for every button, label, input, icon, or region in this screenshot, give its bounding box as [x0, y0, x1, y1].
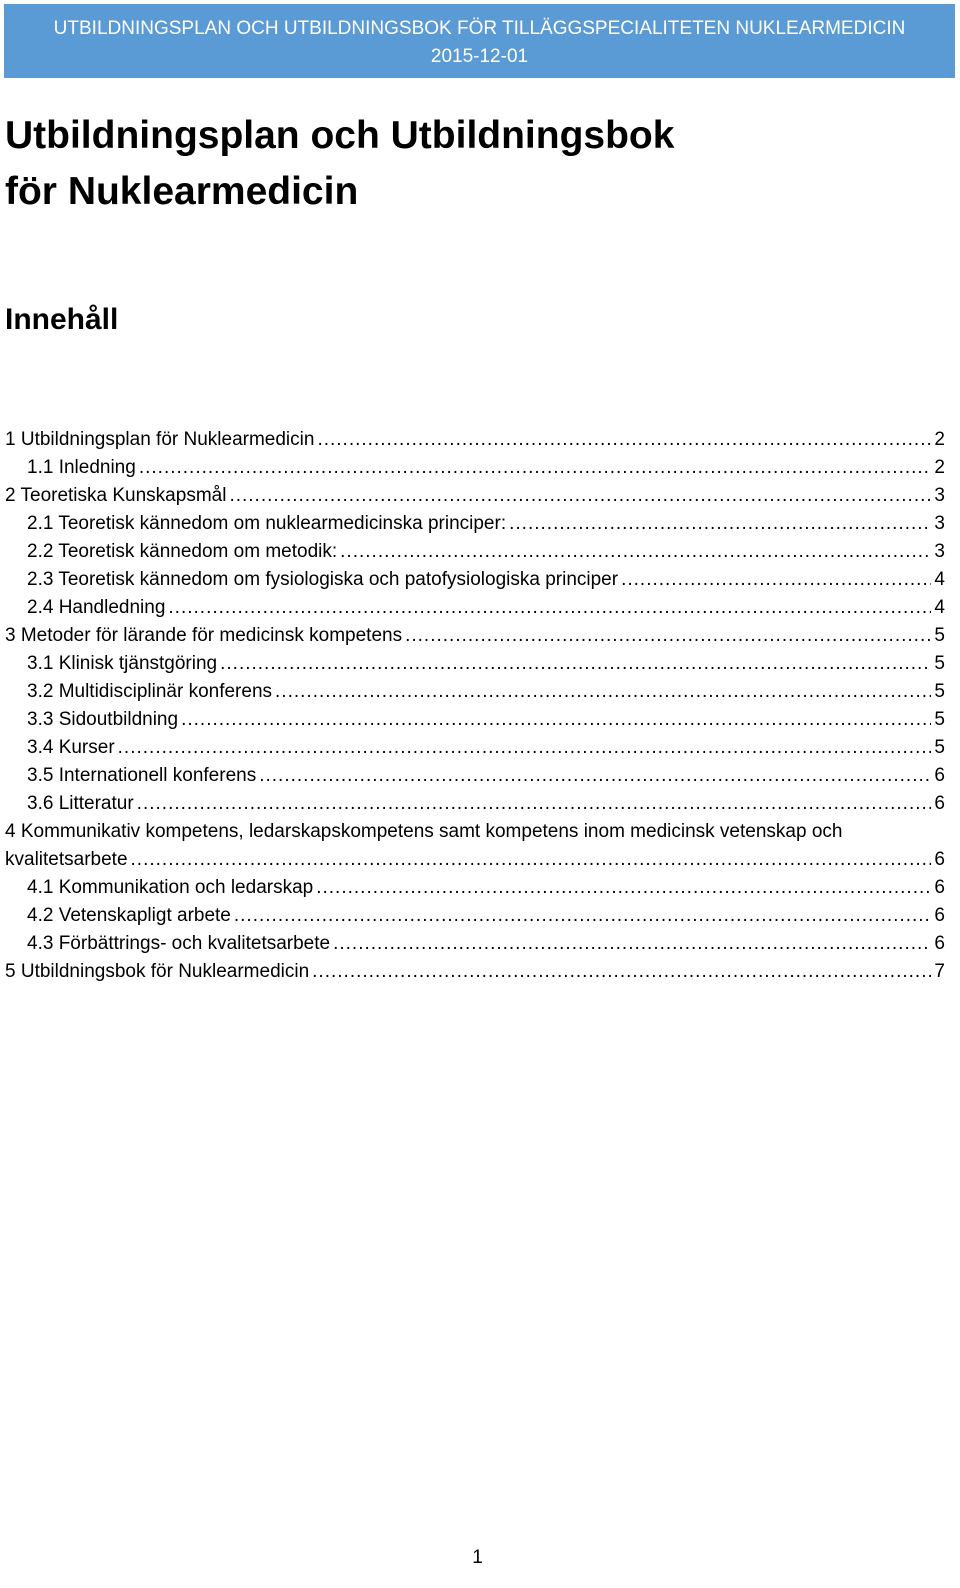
toc-entry-text: 2.4 Handledning — [27, 597, 166, 618]
dot-leader — [340, 538, 931, 566]
toc-entry[interactable] — [5, 706, 945, 734]
toc-entry[interactable] — [5, 762, 945, 790]
dot-leader — [405, 622, 931, 650]
dot-leader — [259, 762, 931, 790]
toc-entry-text: 3.6 Litteratur — [27, 793, 134, 814]
toc-entry[interactable] — [5, 958, 945, 986]
toc-entry-text: 5 Utbildningsbok för Nuklearmedicin — [5, 961, 310, 982]
dot-leader — [181, 706, 931, 734]
toc-page-number: 5 — [934, 681, 945, 702]
toc-entry-text: 1 Utbildningsplan för Nuklearmedicin — [5, 429, 315, 450]
toc-page-number: 6 — [934, 905, 945, 926]
toc-page-number: 6 — [934, 765, 945, 786]
dot-leader — [229, 482, 931, 510]
toc-page-number: 3 — [934, 513, 945, 534]
toc-entry-text-continued: kvalitetsarbete — [5, 849, 128, 870]
toc-entry-text: 3.3 Sidoutbildning — [27, 709, 179, 730]
dot-leader — [275, 678, 931, 706]
toc-entry[interactable] — [5, 678, 945, 706]
toc-entry[interactable] — [5, 510, 945, 538]
toc-page-number: 5 — [934, 737, 945, 758]
toc-entry-text: 2.1 Teoretisk kännedom om nuklearmedicinska principer: — [27, 513, 507, 534]
toc-entry-text: 2.3 Teoretisk kännedom om fysiologiska och patofysiologiska principer — [27, 569, 619, 590]
header-date: 2015-12-01 — [430, 46, 529, 67]
toc-entry[interactable] — [5, 902, 945, 930]
dot-leader — [131, 846, 932, 874]
dot-leader — [621, 566, 931, 594]
dot-leader — [234, 902, 932, 930]
toc-page-number: 5 — [934, 709, 945, 730]
toc-entry[interactable] — [5, 818, 945, 874]
dot-leader — [220, 650, 931, 678]
toc-entry-text: 4.2 Vetenskapligt arbete — [27, 905, 231, 926]
toc-page-number: 6 — [934, 849, 945, 870]
toc-page-number: 6 — [934, 793, 945, 814]
toc-heading: Innehåll — [5, 303, 119, 336]
toc-page-number: 6 — [934, 933, 945, 954]
toc-entry-text: 4.3 Förbättrings- och kvalitetsarbete — [27, 933, 331, 954]
table-of-contents — [5, 426, 945, 986]
toc-entry[interactable] — [5, 930, 945, 958]
dot-leader — [333, 930, 931, 958]
toc-page-number: 3 — [934, 541, 945, 562]
document-title — [5, 108, 905, 220]
toc-entry[interactable] — [5, 482, 945, 510]
toc-entry-text: 3.4 Kurser — [27, 737, 115, 758]
toc-entry-continuation — [5, 846, 945, 874]
toc-page-number: 4 — [934, 569, 945, 590]
dot-leader — [137, 790, 932, 818]
toc-entry[interactable] — [5, 650, 945, 678]
dot-leader — [168, 594, 931, 622]
toc-page-number: 7 — [934, 961, 945, 982]
dot-leader — [118, 734, 932, 762]
dot-leader — [139, 454, 932, 482]
running-header — [4, 4, 955, 78]
toc-entry[interactable] — [5, 790, 945, 818]
toc-entry-text: 2 Teoretiska Kunskapsmål — [5, 485, 227, 506]
toc-page-number: 5 — [934, 625, 945, 646]
dot-leader — [312, 958, 931, 986]
document-title-line2: för Nuklearmedicin — [5, 170, 359, 213]
toc-page-number: 2 — [934, 429, 945, 450]
toc-entry-text: 1.1 Inledning — [27, 457, 136, 478]
toc-entry[interactable] — [5, 538, 945, 566]
toc-entry-text: 3.2 Multidisciplinär konferens — [27, 681, 273, 702]
toc-entry-text: 4.1 Kommunikation och ledarskap — [27, 877, 314, 898]
toc-page-number: 6 — [934, 877, 945, 898]
toc-entry-text: 3.5 Internationell konferens — [27, 765, 257, 786]
toc-entry-text: 4 Kommunikativ kompetens, ledarskapskompetens samt kompetens inom medicinsk vetenskap och — [5, 821, 843, 842]
toc-entry[interactable] — [5, 426, 945, 454]
toc-entry-text: 3.1 Klinisk tjänstgöring — [27, 653, 218, 674]
dot-leader — [317, 426, 931, 454]
dot-leader — [509, 510, 931, 538]
header-title: UTBILDNINGSPLAN OCH UTBILDNINGSBOK FÖR TILLÄGGSPECIALITETEN NUKLEARMEDICIN — [53, 18, 906, 39]
document-title-line1: Utbildningsplan och Utbildningsbok — [5, 114, 675, 157]
page-number-footer: 1 — [472, 1547, 483, 1568]
toc-page-number: 2 — [934, 457, 945, 478]
toc-entry-text: 2.2 Teoretisk kännedom om metodik: — [27, 541, 338, 562]
toc-entry[interactable] — [5, 566, 945, 594]
toc-entry[interactable] — [5, 622, 945, 650]
dot-leader — [316, 874, 931, 902]
toc-entry[interactable] — [5, 734, 945, 762]
toc-entry-text: 3 Metoder för lärande för medicinsk kompetens — [5, 625, 403, 646]
toc-entry[interactable] — [5, 454, 945, 482]
toc-page-number: 5 — [934, 653, 945, 674]
toc-entry[interactable] — [5, 594, 945, 622]
toc-page-number: 3 — [934, 485, 945, 506]
toc-entry[interactable] — [5, 874, 945, 902]
toc-page-number: 4 — [934, 597, 945, 618]
